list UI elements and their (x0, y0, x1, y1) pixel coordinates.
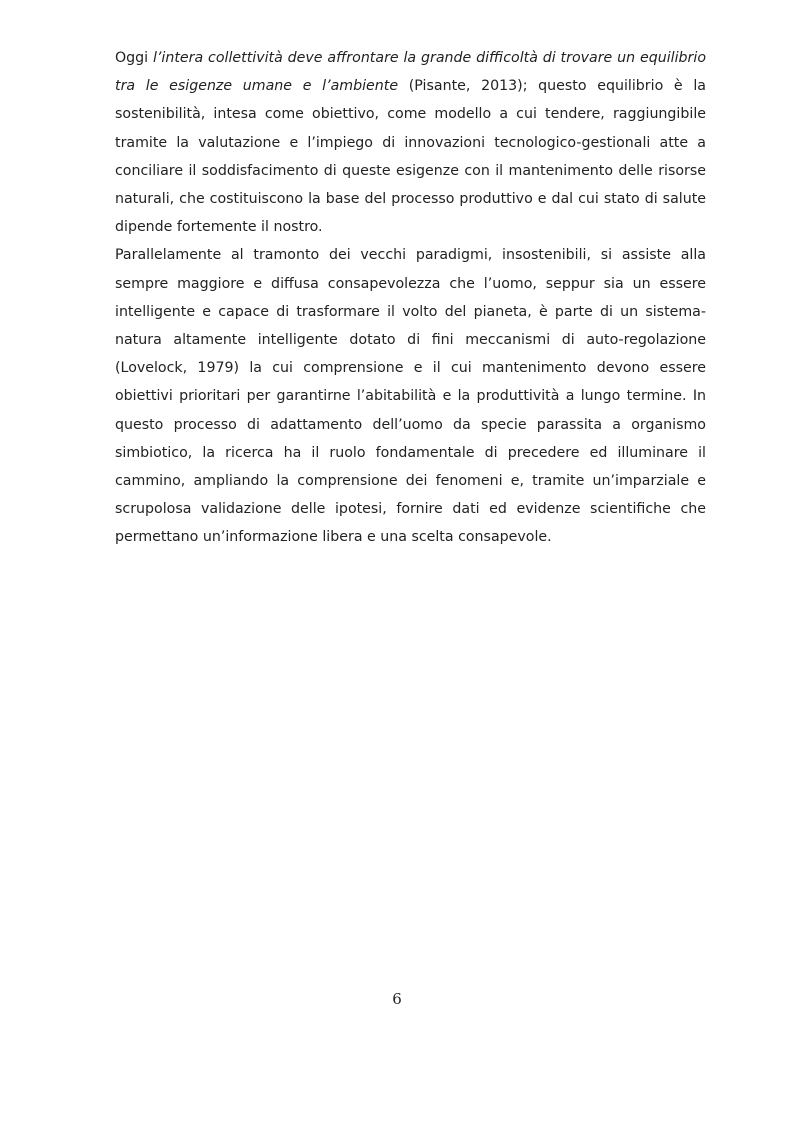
page-number: 6 (392, 990, 402, 1008)
paragraph-1-quote: l’intera collettività deve affrontare la grande difficoltà di trovare un equilibrio tra le esigenze umane e l’ambiente (115, 50, 706, 95)
body-text (115, 44, 706, 552)
paragraph-1-rest: (Pisante, 2013); questo equilibrio è la sostenibilità, intesa come obiettivo, come modello a cui tendere, raggiungibile tramite la valutazione e l’impiego di innovazioni tecnologico-gestionali atte a conciliare il soddisfacimento di queste esigenze con il mantenimento delle risorse naturali, che costituiscono la base del processo produttivo e dal cui stato di salute dipende fortemente il nostro. (115, 78, 706, 236)
paragraph-2: Parallelamente al tramonto dei vecchi paradigmi, insostenibili, si assiste alla sempre maggiore e diffusa consapevolezza che l’uomo, seppur sia un essere intelligente e capace di trasformare il volto del pianeta, è parte di un sistema-natura altamente intelligente dotato di fini meccanismi di auto-regolazione (Lovelock, 1979) la cui comprensione e il cui mantenimento devono essere obiettivi prioritari per garantirne l’abitabilità e la produttività a lungo termine. In questo processo di adattamento dell’uomo da specie parassita a organismo simbiotico, la ricerca ha il ruolo fondamentale di precedere ed illuminare il cammino, ampliando la comprensione dei fenomeni e, tramite un’imparziale e scrupolosa validazione delle ipotesi, fornire dati ed evidenze scientifiche che permettano un’informazione libera e una scelta consapevole. (115, 247, 706, 546)
paragraph-1-intro: Oggi (115, 50, 153, 66)
paragraph-1 (115, 44, 706, 241)
